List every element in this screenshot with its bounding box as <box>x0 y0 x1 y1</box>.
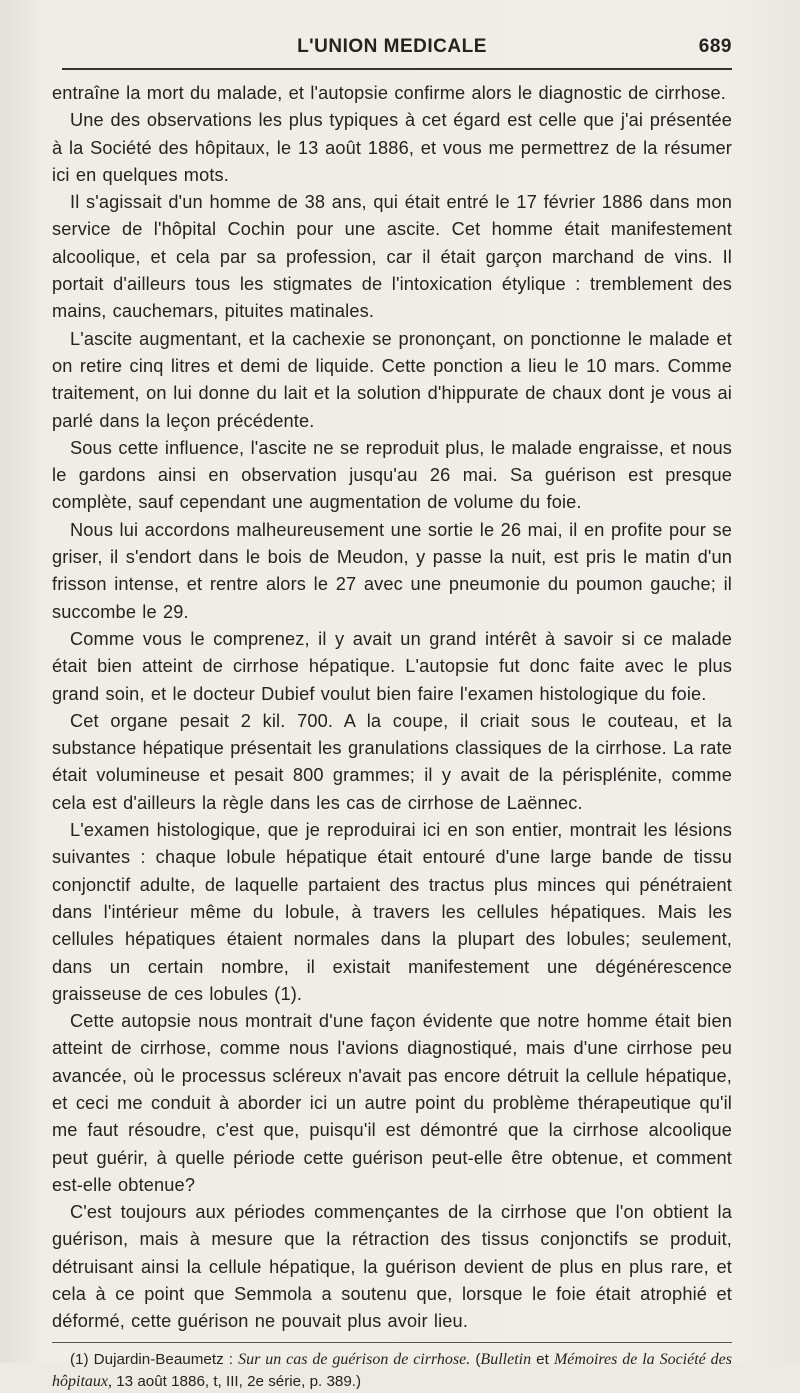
footnote <box>52 1349 732 1393</box>
paragraph: L'ascite augmentant, et la cachexie se prononçant, on ponctionne le malade et on retire cinq litres et demi de liquide. Cette ponction a lieu le 10 mars. Comme traitement, on lui donne du lait et la solution d'hippurate de chaux dont je vous ai parlé dans la leçon précédente. <box>52 328 732 431</box>
article-body <box>52 80 732 1336</box>
paragraph: Cette autopsie nous montrait d'une façon évidente que notre homme était bien atteint de cirrhose, comme nous l'avions diagnostiqué, mais d'une cirrhose peu avancée, où le processus scléreux n'avait pas encore détruit la cellule hépatique, et ceci me conduit à aborder ici un autre point du problème thérapeutique qu'il me faut résoudre, c'est que, puisqu'il est démontré que la cirrhose alcoolique peut guérir, à quelle période cette guérison peut-elle être obtenue, et comment est-elle obtenue? <box>52 1011 732 1195</box>
paragraph: Sous cette influence, l'ascite ne se reproduit plus, le malade engraisse, et nous le gardons ainsi en observation jusqu'au 26 mai. Sa guérison est presque complète, sauf cependant une augmentation de volume du foie. <box>52 437 732 513</box>
paragraph: Nous lui accordons malheureusement une sortie le 26 mai, il en profite pour se griser, il s'endort dans le bois de Meudon, y passe la nuit, est pris le matin d'un frisson intense, et rentre alors le 27 avec une pneumonie du poumon gauche; il succombe le 29. <box>52 519 732 622</box>
paragraph: L'examen histologique, que je reproduirai ici en son entier, montrait les lésions suivantes : chaque lobule hépatique était entouré d'une large bande de tissu conjonctif adulte, de laquelle partaient des tractus plus minces qui pénétraient dans l'intérieur même du lobule, à travers les cellules hépatiques. Mais les cellules hépatiques étaient normales dans la plupart des lobules; seulement, dans un certain nombre, il existait manifestement une dégénérescence graisseuse de ces lobules (1). <box>52 820 732 1004</box>
paragraph: entraîne la mort du malade, et l'autopsie confirme alors le diagnostic de cirrhose. <box>52 83 726 103</box>
footnote-text: et <box>531 1350 554 1368</box>
footnote-prefix: (1) Dujardin-Beaumetz : <box>70 1350 239 1368</box>
footnote-title: Sur un cas de guérison de cirrhose. <box>238 1350 471 1368</box>
page-number: 689 <box>698 36 732 57</box>
running-header <box>52 30 732 64</box>
footnote-text: ( <box>470 1350 481 1368</box>
paragraph: Cet organe pesait 2 kil. 700. A la coupe, il criait sous le couteau, et la substance hépatique présentait les granulations classiques de la cirrhose. La rate était volumineuse et pesait 800 grammes; il y avait de la périsplénite, comme cela est d'ailleurs la règle dans les cas de cirrhose de Laënnec. <box>52 710 732 813</box>
journal-title: L'UNION MEDICALE <box>297 36 487 57</box>
footnote-rule <box>52 1342 732 1343</box>
footnote-citation: 13 août 1886, t, III, 2e série, p. 389.) <box>112 1372 362 1390</box>
header-rule <box>62 68 732 70</box>
footnote-bulletin: Bulletin <box>480 1350 532 1368</box>
footnote-memoires: Mémoires de la Société des hôpitaux, <box>52 1350 732 1390</box>
paragraph: Une des observations les plus typiques à cet égard est celle que j'ai présentée à la Société des hôpitaux, le 13 août 1886, et vous me permettrez de la résumer ici en quelques mots. <box>52 110 732 185</box>
paragraph: Il s'agissait d'un homme de 38 ans, qui était entré le 17 février 1886 dans mon service de l'hôpital Cochin pour une ascite. Cet homme était manifestement alcoolique, et cela par sa profession, car il était garçon marchand de vins. Il portait d'ailleurs tous les stigmates de l'intoxication étylique : tremblement des mains, cauchemars, pituites matinales. <box>52 192 732 322</box>
paragraph: Comme vous le comprenez, il y avait un grand intérêt à savoir si ce malade était bien atteint de cirrhose hépatique. L'autopsie fut donc faite avec le plus grand soin, et le docteur Dubief voulut bien faire l'examen histologique du foie. <box>52 628 732 704</box>
paragraph: C'est toujours aux périodes commençantes de la cirrhose que l'on obtient la guérison, mais à mesure que la rétraction des tissus conjonctifs se produit, détruisant ainsi la cellule hépatique, la guérison devient de plus en plus rare, et cela à ce point que Semmola a soutenu que, lorsque le foie était atrophié et déformé, cette guérison ne pouvait plus avoir lieu. <box>52 1202 732 1332</box>
